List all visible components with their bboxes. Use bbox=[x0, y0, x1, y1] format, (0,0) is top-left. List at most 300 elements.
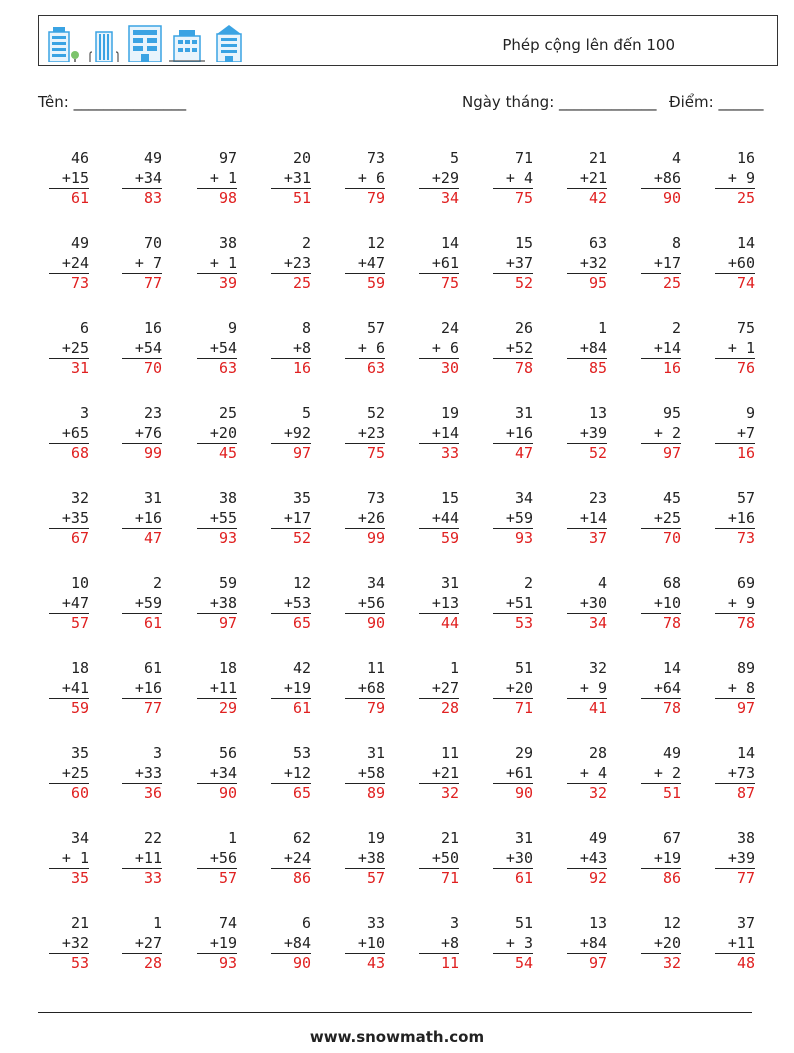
sum-answer: 93 bbox=[197, 953, 237, 974]
score-field: Điểm: ______ bbox=[669, 93, 764, 111]
addend-top: 14 bbox=[736, 744, 755, 762]
addend-top: 89 bbox=[736, 659, 755, 677]
addition-problem bbox=[715, 404, 755, 464]
sum-answer: 93 bbox=[493, 528, 533, 549]
addend-bottom: +19 bbox=[209, 933, 237, 952]
sum-answer: 78 bbox=[641, 613, 681, 634]
addend-bottom: +14 bbox=[579, 508, 607, 527]
addend-top: 2 bbox=[671, 319, 681, 337]
addend-bottom: +52 bbox=[505, 338, 533, 357]
addend-top: 1 bbox=[227, 829, 237, 847]
sum-answer: 70 bbox=[641, 528, 681, 549]
sum-answer: 39 bbox=[197, 273, 237, 294]
addend-bottom: +27 bbox=[431, 678, 459, 697]
addition-problem bbox=[49, 659, 89, 719]
addition-problem bbox=[197, 489, 237, 549]
sum-answer: 37 bbox=[567, 528, 607, 549]
addend-bottom: + 1 bbox=[727, 338, 755, 357]
addend-bottom: +21 bbox=[579, 168, 607, 187]
addend-top: 45 bbox=[662, 489, 681, 507]
addend-top: 22 bbox=[143, 829, 162, 847]
addition-problem bbox=[641, 914, 681, 974]
sum-answer: 73 bbox=[49, 273, 89, 294]
addend-top: 52 bbox=[366, 404, 385, 422]
sum-answer: 78 bbox=[493, 358, 533, 379]
addition-problem bbox=[419, 574, 459, 634]
sum-answer: 98 bbox=[197, 188, 237, 209]
addend-top: 59 bbox=[218, 574, 237, 592]
addend-top: 38 bbox=[736, 829, 755, 847]
addend-top: 63 bbox=[588, 234, 607, 252]
addition-problem bbox=[567, 149, 607, 209]
sum-answer: 70 bbox=[122, 358, 162, 379]
addend-bottom: +73 bbox=[727, 763, 755, 782]
addend-bottom: +50 bbox=[431, 848, 459, 867]
addend-bottom: +44 bbox=[431, 508, 459, 527]
addend-top: 32 bbox=[588, 659, 607, 677]
addition-problem bbox=[122, 489, 162, 549]
addend-top: 73 bbox=[366, 489, 385, 507]
addend-top: 32 bbox=[70, 489, 89, 507]
addend-bottom: + 1 bbox=[209, 253, 237, 272]
addition-problem bbox=[493, 404, 533, 464]
addend-top: 71 bbox=[514, 149, 533, 167]
sum-answer: 52 bbox=[567, 443, 607, 464]
addition-problem bbox=[641, 404, 681, 464]
addend-bottom: +11 bbox=[134, 848, 162, 867]
addend-top: 8 bbox=[301, 319, 311, 337]
addend-top: 33 bbox=[366, 914, 385, 932]
addition-problem bbox=[49, 319, 89, 379]
addend-top: 2 bbox=[152, 574, 162, 592]
addition-problem bbox=[197, 829, 237, 889]
addend-bottom: +30 bbox=[505, 848, 533, 867]
addend-top: 61 bbox=[143, 659, 162, 677]
sum-answer: 51 bbox=[641, 783, 681, 804]
addend-bottom: + 9 bbox=[727, 593, 755, 612]
sum-answer: 71 bbox=[493, 698, 533, 719]
addend-bottom: +53 bbox=[283, 593, 311, 612]
addend-bottom: +86 bbox=[653, 168, 681, 187]
addend-top: 12 bbox=[366, 234, 385, 252]
addend-top: 49 bbox=[143, 149, 162, 167]
sum-answer: 86 bbox=[271, 868, 311, 889]
header-box bbox=[38, 15, 778, 66]
addition-problem bbox=[715, 489, 755, 549]
sum-answer: 65 bbox=[271, 783, 311, 804]
sum-answer: 42 bbox=[567, 188, 607, 209]
addend-top: 95 bbox=[662, 404, 681, 422]
addend-top: 38 bbox=[218, 234, 237, 252]
addition-problem bbox=[419, 149, 459, 209]
sum-answer: 95 bbox=[567, 273, 607, 294]
addend-top: 21 bbox=[70, 914, 89, 932]
addition-problem bbox=[49, 574, 89, 634]
addition-problem bbox=[49, 829, 89, 889]
addition-problem bbox=[345, 149, 385, 209]
addend-top: 49 bbox=[662, 744, 681, 762]
addition-problem bbox=[271, 319, 311, 379]
addition-problem bbox=[567, 574, 607, 634]
building-icon bbox=[211, 24, 247, 62]
addend-bottom: + 1 bbox=[209, 168, 237, 187]
addend-top: 46 bbox=[70, 149, 89, 167]
addend-top: 16 bbox=[143, 319, 162, 337]
addend-top: 34 bbox=[70, 829, 89, 847]
addition-problem bbox=[271, 659, 311, 719]
addend-bottom: +16 bbox=[505, 423, 533, 442]
header-icons bbox=[47, 22, 247, 62]
addition-problem bbox=[419, 829, 459, 889]
addend-top: 6 bbox=[301, 914, 311, 932]
addend-top: 31 bbox=[514, 829, 533, 847]
addend-bottom: +61 bbox=[431, 253, 459, 272]
addend-top: 3 bbox=[449, 914, 459, 932]
sum-answer: 32 bbox=[419, 783, 459, 804]
addend-top: 51 bbox=[514, 914, 533, 932]
sum-answer: 47 bbox=[493, 443, 533, 464]
sum-answer: 29 bbox=[197, 698, 237, 719]
addend-bottom: +59 bbox=[134, 593, 162, 612]
sum-answer: 92 bbox=[567, 868, 607, 889]
addend-top: 42 bbox=[292, 659, 311, 677]
addend-top: 11 bbox=[366, 659, 385, 677]
sum-answer: 32 bbox=[567, 783, 607, 804]
sum-answer: 90 bbox=[197, 783, 237, 804]
date-field: Ngày tháng: _____________ bbox=[462, 93, 657, 111]
sum-answer: 59 bbox=[49, 698, 89, 719]
sum-answer: 97 bbox=[715, 698, 755, 719]
addition-problem bbox=[641, 659, 681, 719]
addition-problem bbox=[345, 659, 385, 719]
addend-top: 12 bbox=[662, 914, 681, 932]
sum-answer: 36 bbox=[122, 783, 162, 804]
addend-top: 97 bbox=[218, 149, 237, 167]
sum-answer: 85 bbox=[567, 358, 607, 379]
addition-problem bbox=[49, 404, 89, 464]
addition-problem bbox=[641, 234, 681, 294]
addend-bottom: + 2 bbox=[653, 763, 681, 782]
addend-top: 19 bbox=[440, 404, 459, 422]
addition-problem bbox=[715, 914, 755, 974]
addend-bottom: +59 bbox=[505, 508, 533, 527]
addition-problem bbox=[641, 489, 681, 549]
sum-answer: 25 bbox=[641, 273, 681, 294]
addition-problem bbox=[419, 744, 459, 804]
addition-problem bbox=[641, 829, 681, 889]
sum-answer: 86 bbox=[641, 868, 681, 889]
addition-problem bbox=[271, 829, 311, 889]
addition-problem bbox=[567, 489, 607, 549]
addition-problem bbox=[715, 744, 755, 804]
addition-problem bbox=[197, 404, 237, 464]
addend-bottom: +13 bbox=[431, 593, 459, 612]
addend-bottom: +51 bbox=[505, 593, 533, 612]
addition-problem bbox=[271, 149, 311, 209]
addend-bottom: +14 bbox=[431, 423, 459, 442]
addend-bottom: +8 bbox=[292, 338, 311, 357]
name-field: Tên: _______________ bbox=[38, 93, 187, 111]
sum-answer: 34 bbox=[567, 613, 607, 634]
sum-answer: 16 bbox=[715, 443, 755, 464]
addend-bottom: +65 bbox=[61, 423, 89, 442]
addend-top: 3 bbox=[152, 744, 162, 762]
sum-answer: 16 bbox=[271, 358, 311, 379]
addition-problem bbox=[197, 574, 237, 634]
addend-bottom: +68 bbox=[357, 678, 385, 697]
addition-problem bbox=[197, 744, 237, 804]
addend-top: 68 bbox=[662, 574, 681, 592]
addition-problem bbox=[345, 744, 385, 804]
addend-bottom: +21 bbox=[431, 763, 459, 782]
sum-answer: 67 bbox=[49, 528, 89, 549]
sum-answer: 59 bbox=[345, 273, 385, 294]
addend-bottom: +16 bbox=[727, 508, 755, 527]
addend-bottom: +29 bbox=[431, 168, 459, 187]
addend-bottom: +16 bbox=[134, 508, 162, 527]
sum-answer: 61 bbox=[271, 698, 311, 719]
addend-bottom: +11 bbox=[727, 933, 755, 952]
addition-problem bbox=[419, 234, 459, 294]
addition-problem bbox=[122, 744, 162, 804]
addend-bottom: +14 bbox=[653, 338, 681, 357]
addend-top: 19 bbox=[366, 829, 385, 847]
addition-problem bbox=[715, 149, 755, 209]
addend-bottom: +30 bbox=[579, 593, 607, 612]
sum-answer: 77 bbox=[715, 868, 755, 889]
addend-bottom: +32 bbox=[61, 933, 89, 952]
addition-problem bbox=[567, 659, 607, 719]
addition-problem bbox=[419, 489, 459, 549]
addition-problem bbox=[122, 829, 162, 889]
addition-problem bbox=[122, 319, 162, 379]
addend-bottom: +61 bbox=[505, 763, 533, 782]
addition-problem bbox=[493, 574, 533, 634]
sum-answer: 35 bbox=[49, 868, 89, 889]
addition-problem bbox=[122, 659, 162, 719]
footer-divider bbox=[38, 1012, 752, 1013]
addend-top: 14 bbox=[736, 234, 755, 252]
addend-top: 62 bbox=[292, 829, 311, 847]
sum-answer: 73 bbox=[715, 528, 755, 549]
addend-top: 20 bbox=[292, 149, 311, 167]
addend-bottom: + 4 bbox=[505, 168, 533, 187]
sum-answer: 68 bbox=[49, 443, 89, 464]
addend-top: 10 bbox=[70, 574, 89, 592]
sum-answer: 75 bbox=[345, 443, 385, 464]
addend-bottom: +11 bbox=[209, 678, 237, 697]
addition-problem bbox=[493, 489, 533, 549]
addend-top: 49 bbox=[588, 829, 607, 847]
addition-problem bbox=[493, 914, 533, 974]
sum-answer: 32 bbox=[641, 953, 681, 974]
addition-problem bbox=[345, 829, 385, 889]
sum-answer: 60 bbox=[49, 783, 89, 804]
sum-answer: 44 bbox=[419, 613, 459, 634]
addition-problem bbox=[641, 574, 681, 634]
addend-bottom: + 2 bbox=[653, 423, 681, 442]
addend-bottom: +17 bbox=[653, 253, 681, 272]
sum-answer: 61 bbox=[493, 868, 533, 889]
addend-top: 12 bbox=[292, 574, 311, 592]
addend-top: 31 bbox=[366, 744, 385, 762]
addend-top: 74 bbox=[218, 914, 237, 932]
addend-bottom: +15 bbox=[61, 168, 89, 187]
addend-bottom: +19 bbox=[283, 678, 311, 697]
addend-top: 8 bbox=[671, 234, 681, 252]
addition-problem bbox=[567, 829, 607, 889]
sum-answer: 61 bbox=[122, 613, 162, 634]
addend-top: 23 bbox=[143, 404, 162, 422]
addition-problem bbox=[641, 744, 681, 804]
addend-bottom: +39 bbox=[579, 423, 607, 442]
addend-bottom: +38 bbox=[209, 593, 237, 612]
addend-bottom: + 4 bbox=[579, 763, 607, 782]
addend-bottom: +38 bbox=[357, 848, 385, 867]
addend-bottom: + 6 bbox=[431, 338, 459, 357]
addition-problem bbox=[271, 744, 311, 804]
addition-problem bbox=[567, 319, 607, 379]
addition-problem bbox=[715, 659, 755, 719]
addend-bottom: +84 bbox=[579, 338, 607, 357]
addition-problem bbox=[493, 744, 533, 804]
addition-problem bbox=[271, 234, 311, 294]
addition-problem bbox=[122, 149, 162, 209]
addition-problem bbox=[715, 319, 755, 379]
sum-answer: 63 bbox=[345, 358, 385, 379]
building-icon bbox=[127, 24, 163, 62]
sum-answer: 33 bbox=[122, 868, 162, 889]
addend-top: 70 bbox=[143, 234, 162, 252]
addend-bottom: +24 bbox=[61, 253, 89, 272]
sum-answer: 61 bbox=[49, 188, 89, 209]
addend-bottom: + 6 bbox=[357, 338, 385, 357]
addend-top: 31 bbox=[143, 489, 162, 507]
sum-answer: 79 bbox=[345, 188, 385, 209]
addition-problem bbox=[271, 574, 311, 634]
addend-top: 75 bbox=[736, 319, 755, 337]
sum-answer: 99 bbox=[122, 443, 162, 464]
addend-top: 4 bbox=[671, 149, 681, 167]
addition-problem bbox=[345, 914, 385, 974]
addition-problem bbox=[345, 234, 385, 294]
addend-bottom: +55 bbox=[209, 508, 237, 527]
addend-top: 9 bbox=[745, 404, 755, 422]
addend-bottom: +27 bbox=[134, 933, 162, 952]
addition-problem bbox=[122, 234, 162, 294]
sum-answer: 52 bbox=[271, 528, 311, 549]
addend-top: 53 bbox=[292, 744, 311, 762]
sum-answer: 53 bbox=[493, 613, 533, 634]
sum-answer: 90 bbox=[641, 188, 681, 209]
addend-top: 15 bbox=[514, 234, 533, 252]
addition-problem bbox=[122, 574, 162, 634]
addend-top: 35 bbox=[70, 744, 89, 762]
addend-bottom: +92 bbox=[283, 423, 311, 442]
sum-answer: 71 bbox=[419, 868, 459, 889]
addition-problem bbox=[197, 659, 237, 719]
addition-problem bbox=[49, 914, 89, 974]
sum-answer: 89 bbox=[345, 783, 385, 804]
addend-top: 3 bbox=[79, 404, 89, 422]
addition-problem bbox=[715, 234, 755, 294]
addition-problem bbox=[197, 149, 237, 209]
addition-problem bbox=[419, 914, 459, 974]
addend-top: 21 bbox=[588, 149, 607, 167]
addition-problem bbox=[345, 404, 385, 464]
sum-answer: 51 bbox=[271, 188, 311, 209]
addend-bottom: +7 bbox=[736, 423, 755, 442]
sum-answer: 97 bbox=[271, 443, 311, 464]
addition-problem bbox=[271, 404, 311, 464]
addend-top: 26 bbox=[514, 319, 533, 337]
addend-bottom: +34 bbox=[209, 763, 237, 782]
addend-bottom: +64 bbox=[653, 678, 681, 697]
sum-answer: 75 bbox=[419, 273, 459, 294]
addend-top: 37 bbox=[736, 914, 755, 932]
addition-problem bbox=[271, 489, 311, 549]
addend-bottom: +23 bbox=[357, 423, 385, 442]
addition-problem bbox=[345, 489, 385, 549]
building-icon bbox=[169, 24, 205, 62]
sum-answer: 34 bbox=[419, 188, 459, 209]
addend-top: 1 bbox=[449, 659, 459, 677]
addend-bottom: +10 bbox=[653, 593, 681, 612]
addend-bottom: +8 bbox=[440, 933, 459, 952]
addend-bottom: +26 bbox=[357, 508, 385, 527]
addend-top: 31 bbox=[440, 574, 459, 592]
sum-answer: 52 bbox=[493, 273, 533, 294]
addend-top: 18 bbox=[70, 659, 89, 677]
addend-bottom: +56 bbox=[209, 848, 237, 867]
addend-bottom: +43 bbox=[579, 848, 607, 867]
addend-bottom: + 9 bbox=[579, 678, 607, 697]
addition-problem bbox=[419, 319, 459, 379]
addend-bottom: +76 bbox=[134, 423, 162, 442]
sum-answer: 53 bbox=[49, 953, 89, 974]
addend-top: 28 bbox=[588, 744, 607, 762]
sum-answer: 28 bbox=[122, 953, 162, 974]
sum-answer: 57 bbox=[49, 613, 89, 634]
sum-answer: 41 bbox=[567, 698, 607, 719]
addition-problem bbox=[493, 234, 533, 294]
addition-problem bbox=[345, 319, 385, 379]
sum-answer: 45 bbox=[197, 443, 237, 464]
sum-answer: 59 bbox=[419, 528, 459, 549]
addend-bottom: +19 bbox=[653, 848, 681, 867]
addend-top: 9 bbox=[227, 319, 237, 337]
addend-top: 34 bbox=[366, 574, 385, 592]
addend-top: 23 bbox=[588, 489, 607, 507]
addend-top: 1 bbox=[597, 319, 607, 337]
addition-problem bbox=[493, 319, 533, 379]
addend-bottom: +20 bbox=[209, 423, 237, 442]
sum-answer: 33 bbox=[419, 443, 459, 464]
worksheet-title: Phép cộng lên đến 100 bbox=[502, 36, 675, 54]
addition-problem bbox=[49, 149, 89, 209]
sum-answer: 16 bbox=[641, 358, 681, 379]
addend-top: 67 bbox=[662, 829, 681, 847]
addend-top: 24 bbox=[440, 319, 459, 337]
addend-top: 18 bbox=[218, 659, 237, 677]
addend-top: 34 bbox=[514, 489, 533, 507]
addend-top: 21 bbox=[440, 829, 459, 847]
sum-answer: 63 bbox=[197, 358, 237, 379]
sum-answer: 87 bbox=[715, 783, 755, 804]
sum-answer: 99 bbox=[345, 528, 385, 549]
addend-top: 1 bbox=[152, 914, 162, 932]
addition-problem bbox=[493, 659, 533, 719]
